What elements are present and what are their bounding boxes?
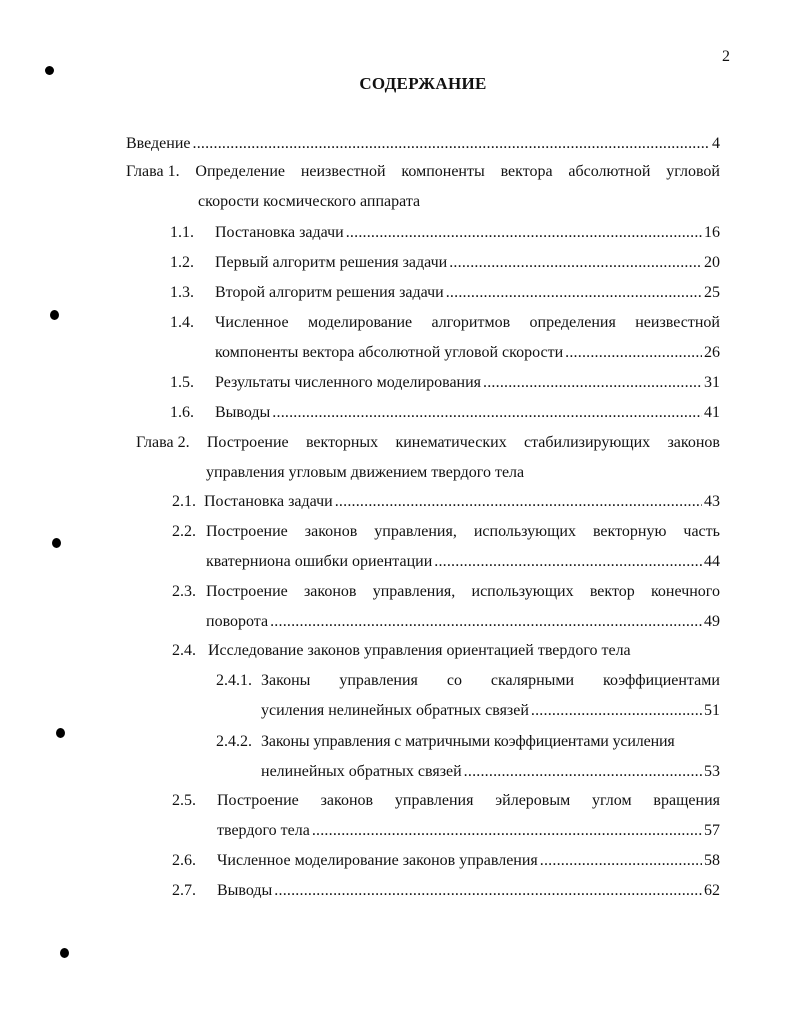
chapter-2-heading: Глава 2. Построение векторных кинематических стабилизирующих законов <box>136 432 720 454</box>
section-number: 2.4.2. <box>216 733 252 750</box>
toc-leader-dots <box>483 372 702 394</box>
page-number: 2 <box>722 48 730 65</box>
toc-leader-dots <box>272 402 702 424</box>
toc-entry-page: 4 <box>712 135 720 152</box>
section-number: 2.5. <box>172 792 196 809</box>
scan-speck <box>52 538 61 548</box>
toc-leader-dots <box>346 222 702 244</box>
section-number: 2.3. <box>172 583 196 600</box>
toc-entry-label: Выводы <box>215 404 271 421</box>
toc-entry-1-4: Численное моделирование алгоритмов определения неизвестной <box>215 314 720 331</box>
toc-entry-label: Выводы <box>217 882 273 899</box>
scan-speck <box>50 310 59 320</box>
toc-entry-2-5-line2 <box>217 820 720 842</box>
toc-entry-page: 43 <box>704 493 720 510</box>
toc-entry-label: нелинейных обратных связей <box>261 763 462 780</box>
toc-leader-dots <box>531 700 702 722</box>
toc-entry-intro <box>126 133 720 155</box>
toc-leader-dots <box>270 611 702 633</box>
toc-leader-dots <box>565 342 702 364</box>
toc-entry-label: Введение <box>126 135 191 152</box>
toc-entry-page: 20 <box>704 254 720 271</box>
toc-leader-dots <box>434 551 702 573</box>
toc-entry-label: Первый алгоритм решения задачи <box>215 254 448 271</box>
section-number: 1.2. <box>170 254 194 271</box>
toc-leader-dots <box>274 880 702 902</box>
toc-entry-2-3-line2 <box>206 611 720 633</box>
scan-speck <box>45 66 54 75</box>
toc-entry-page: 16 <box>704 224 720 241</box>
toc-entry-2-3: Построение законов управления, использующих вектор конечного <box>206 583 720 600</box>
chapter-2-heading-line2: управления угловым движением твердого тела <box>206 464 525 481</box>
toc-entry-1-3 <box>215 282 720 304</box>
toc-entry-2-4-2-line2 <box>261 761 720 783</box>
section-number: 1.3. <box>170 284 194 301</box>
toc-entry-label: поворота <box>206 613 269 630</box>
toc-entry-2-4: Исследование законов управления ориентацией твердого тела <box>208 642 631 659</box>
toc-entry-1-6 <box>215 402 720 424</box>
section-number: 1.1. <box>170 224 194 241</box>
toc-entry-page: 62 <box>704 882 720 899</box>
section-number: 2.1. <box>172 493 196 510</box>
toc-entry-1-1 <box>215 222 720 244</box>
chapter-1-heading: Глава 1. Определение неизвестной компоненты вектора абсолютной угловой <box>126 161 720 183</box>
toc-entry-label: Численное моделирование законов управления <box>217 852 538 869</box>
toc-entry-2-7 <box>217 880 720 902</box>
section-number: 1.5. <box>170 374 194 391</box>
section-number: 2.4.1. <box>216 672 252 689</box>
toc-entry-label: Второй алгоритм решения задачи <box>215 284 444 301</box>
toc-entry-2-4-2: Законы управления с матричными коэффициентами усиления <box>261 733 675 750</box>
toc-entry-label: Результаты численного моделирования <box>215 374 482 391</box>
toc-entry-page: 49 <box>704 613 720 630</box>
toc-entry-page: 31 <box>704 374 720 391</box>
toc-entry-label: усиления нелинейных обратных связей <box>261 702 529 719</box>
toc-entry-page: 26 <box>704 344 720 361</box>
scan-speck <box>56 728 65 738</box>
toc-entry-1-5 <box>215 372 720 394</box>
scan-speck <box>60 948 69 958</box>
page-title: СОДЕРЖАНИЕ <box>359 74 487 93</box>
chapter-1-heading-line2: скорости космического аппарата <box>198 193 421 210</box>
toc-leader-dots <box>464 761 702 783</box>
toc-entry-2-2-line2 <box>206 551 720 573</box>
toc-leader-dots <box>335 491 702 513</box>
chapter-label: Глава 2. <box>136 434 190 451</box>
chapter-label: Глава 1. <box>126 163 180 180</box>
toc-entry-1-2 <box>215 252 720 274</box>
toc-entry-2-5: Построение законов управления эйлеровым углом вращения <box>217 792 720 809</box>
section-number: 2.2. <box>172 523 196 540</box>
toc-entry-2-1 <box>204 491 720 513</box>
toc-entry-2-6 <box>217 850 720 872</box>
toc-entry-page: 41 <box>704 404 720 421</box>
toc-entry-1-4-line2 <box>215 342 720 364</box>
toc-entry-label: Постановка задачи <box>204 493 333 510</box>
toc-entry-2-2: Построение законов управления, использующих векторную часть <box>206 523 720 540</box>
toc-leader-dots <box>449 252 702 274</box>
section-number: 2.6. <box>172 852 196 869</box>
toc-entry-page: 25 <box>704 284 720 301</box>
toc-entry-2-4-1: Законы управления со скалярными коэффициентами <box>261 672 720 689</box>
toc-leader-dots <box>312 820 702 842</box>
toc-entry-2-4-1-line2 <box>261 700 720 722</box>
toc-entry-label: твердого тела <box>217 822 310 839</box>
toc-entry-page: 44 <box>704 553 720 570</box>
section-number: 1.4. <box>170 314 194 331</box>
toc-entry-label: кватерниона ошибки ориентации <box>206 553 433 570</box>
toc-entry-page: 57 <box>704 822 720 839</box>
toc-entry-page: 53 <box>704 763 720 780</box>
toc-leader-dots <box>540 850 702 872</box>
toc-entry-page: 58 <box>704 852 720 869</box>
section-number: 1.6. <box>170 404 194 421</box>
toc-leader-dots <box>193 133 711 155</box>
toc-entry-label: компоненты вектора абсолютной угловой скорости <box>215 344 564 361</box>
toc-entry-label: Постановка задачи <box>215 224 344 241</box>
toc-entry-page: 51 <box>704 702 720 719</box>
toc-leader-dots <box>446 282 702 304</box>
section-number: 2.7. <box>172 882 196 899</box>
section-number: 2.4. <box>172 642 196 659</box>
